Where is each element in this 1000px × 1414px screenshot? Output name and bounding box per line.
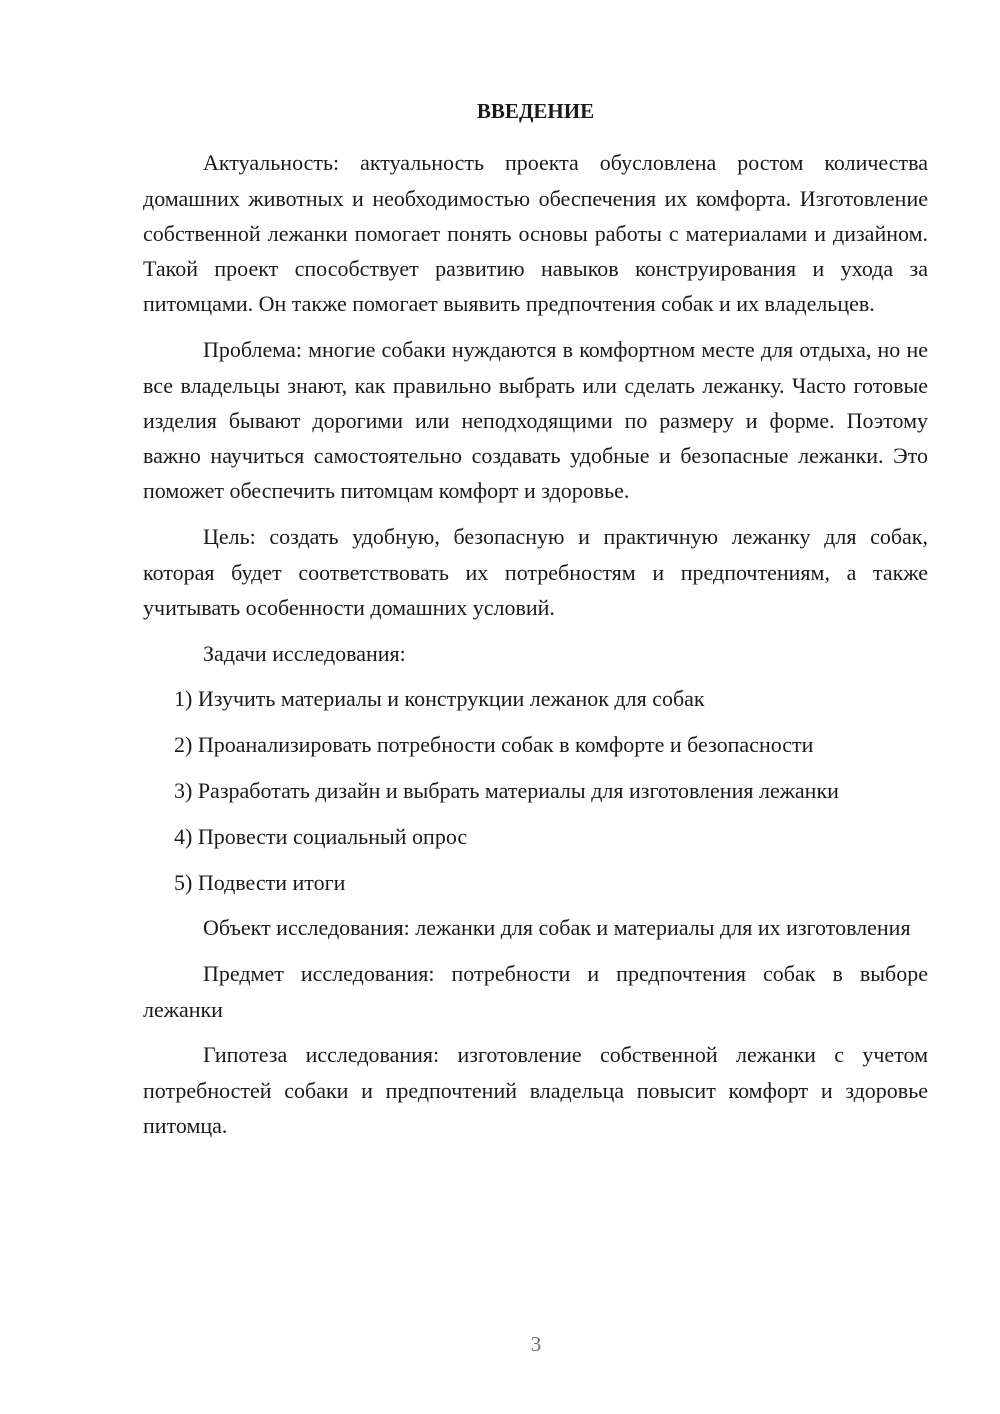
paragraph-problem: Проблема: многие собаки нуждаются в комфортном месте для отдыха, но не все владельцы знают, как правильно выбрать или сделать лежанку. Часто готовые изделия бывают дорогими или неподходящими по размеру и форме. Поэтому важно научиться самостоятельно создавать удобные и безопасные лежанки. Это поможет обеспечить питомцам комфорт и здоровье. (143, 337, 928, 504)
task-item: 3) Разработать дизайн и выбрать материалы для изготовления лежанки (174, 778, 839, 804)
page-content (143, 94, 928, 1154)
paragraph-relevance: Актуальность: актуальность проекта обусловлена ростом количества домашних животных и необходимостью обеспечения их комфорта. Изготовление собственной лежанки помогает понять основы работы с материалами и дизайном. Такой проект способствует развитию навыков конструирования и ухода за питомцами. Он также помогает выявить предпочтения собак и их владельцев. (143, 150, 928, 317)
paragraph-goal: Цель: создать удобную, безопасную и практичную лежанку для собак, которая будет соответствовать их потребностям и предпочтениям, а также учитывать особенности домашних условий. (143, 524, 928, 620)
tasks-heading: Задачи исследования: (203, 640, 406, 666)
page-number: 3 (530, 1332, 542, 1356)
task-item: 2) Проанализировать потребности собак в комфорте и безопасности (174, 732, 814, 758)
paragraph-object: Объект исследования: лежанки для собак и материалы для их изготовления (203, 915, 911, 941)
page-title: ВВЕДЕНИЕ (476, 99, 595, 123)
task-item: 5) Подвести итоги (174, 869, 346, 895)
paragraph-hypothesis: Гипотеза исследования: изготовление собственной лежанки с учетом потребностей собаки и предпочтений владельца повысит комфорт и здоровье питомца. (143, 1042, 928, 1138)
task-item: 4) Провести социальный опрос (174, 823, 468, 849)
paragraph-subject: Предмет исследования: потребности и предпочтения собак в выборе лежанки (143, 961, 928, 1022)
task-item: 1) Изучить материалы и конструкции лежанок для собак (174, 686, 705, 712)
